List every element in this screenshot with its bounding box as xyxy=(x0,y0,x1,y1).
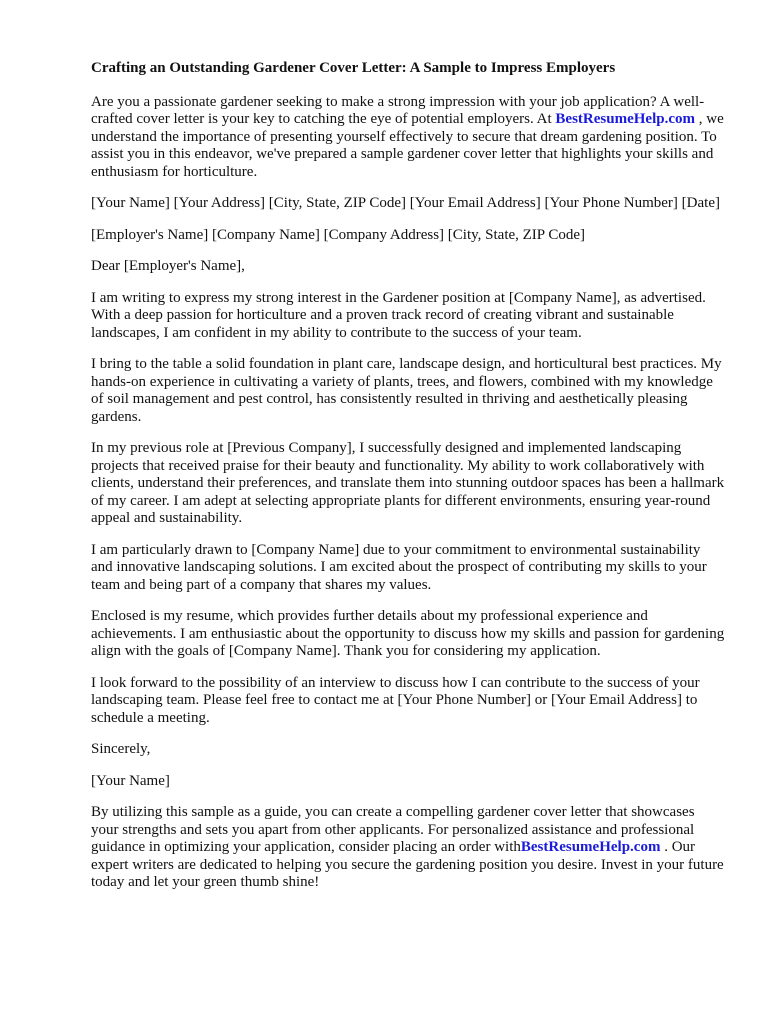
body-paragraph-5: Enclosed is my resume, which provides further details about my professional experience and achievements. I am enthusiastic about the opportunity to discuss how my skills and passion for gardening align with the goals of [Company Name]. Thank you for considering my application. xyxy=(91,608,725,659)
body-paragraph-1: I am writing to express my strong interest in the Gardener position at [Company Name], as advertised. With a deep passion for horticulture and a proven track record of creating vibrant and sustainable landscapes, I am confident in my ability to contribute to the success of your team. xyxy=(91,289,706,341)
body-paragraph-3: In my previous role at [Previous Company], I successfully designed and implemented landscaping projects that received praise for their beauty and functionality. My ability to work collaboratively with clients, understand their preferences, and translate them into stunning outdoor spaces has been a hallmark of my career. I am adept at selecting appropriate plants for different environments, ensuring year-round appeal and sustainability. xyxy=(91,440,725,526)
signature: [Your Name] xyxy=(91,772,170,789)
document-title: Crafting an Outstanding Gardener Cover Letter: A Sample to Impress Employers xyxy=(91,60,616,76)
intro-site-link[interactable]: BestResumeHelp.com xyxy=(555,111,695,127)
sender-address-block: [Your Name] [Your Address] [City, State, ZIP Code] [Your Email Address] [Your Phone Number] [Date] xyxy=(91,195,720,211)
body-paragraph-4: I am particularly drawn to [Company Name] due to your commitment to environmental sustainability and innovative landscaping solutions. I am excited about the prospect of contributing my skills to your team and being part of a company that shares my values. xyxy=(91,541,707,593)
outro-paragraph xyxy=(91,804,725,892)
document-page xyxy=(91,60,725,906)
intro-paragraph xyxy=(91,94,725,182)
intro-text-end: , we understand the importance of presenting yourself effectively to secure that dream gardening position. To assist you in this endeavor, we've prepared a sample gardener cover letter that highlights your skills and enthusiasm for horticulture. xyxy=(91,111,724,180)
body-paragraph-6: I look forward to the possibility of an interview to discuss how I can contribute to the success of your landscaping team. Please feel free to contact me at [Your Phone Number] or [Your Email Address] to schedule a meeting. xyxy=(91,674,700,726)
outro-site-link[interactable]: BestResumeHelp.com xyxy=(520,839,661,855)
salutation: Dear [Employer's Name], xyxy=(91,258,245,274)
employer-address-block: [Employer's Name] [Company Name] [Company Address] [City, State, ZIP Code] xyxy=(91,226,585,243)
body-paragraph-2: I bring to the table a solid foundation in plant care, landscape design, and horticultural best practices. My hands-on experience in cultivating a variety of plants, trees, and flowers, combined with my knowledge of soil management and pest control, has consistently resulted in thriving and aesthetically pleasing gardens. xyxy=(91,356,722,425)
outro-text-end: . Our expert writers are dedicated to helping you secure the gardening position you desire. Invest in your future today and let your green thumb shine! xyxy=(91,839,724,890)
outro-text-start: By utilizing this sample as a guide, you can create a compelling gardener cover letter that showcases your strengths and sets you apart from other applicants. For personalized assistance and professional guidance in optimizing your application, consider placing an order with xyxy=(91,804,695,855)
closing: Sincerely, xyxy=(91,741,151,757)
intro-text-start: Are you a passionate gardener seeking to make a strong impression with your job application? A well-crafted cover letter is your key to catching the eye of potential employers. At xyxy=(91,93,705,127)
